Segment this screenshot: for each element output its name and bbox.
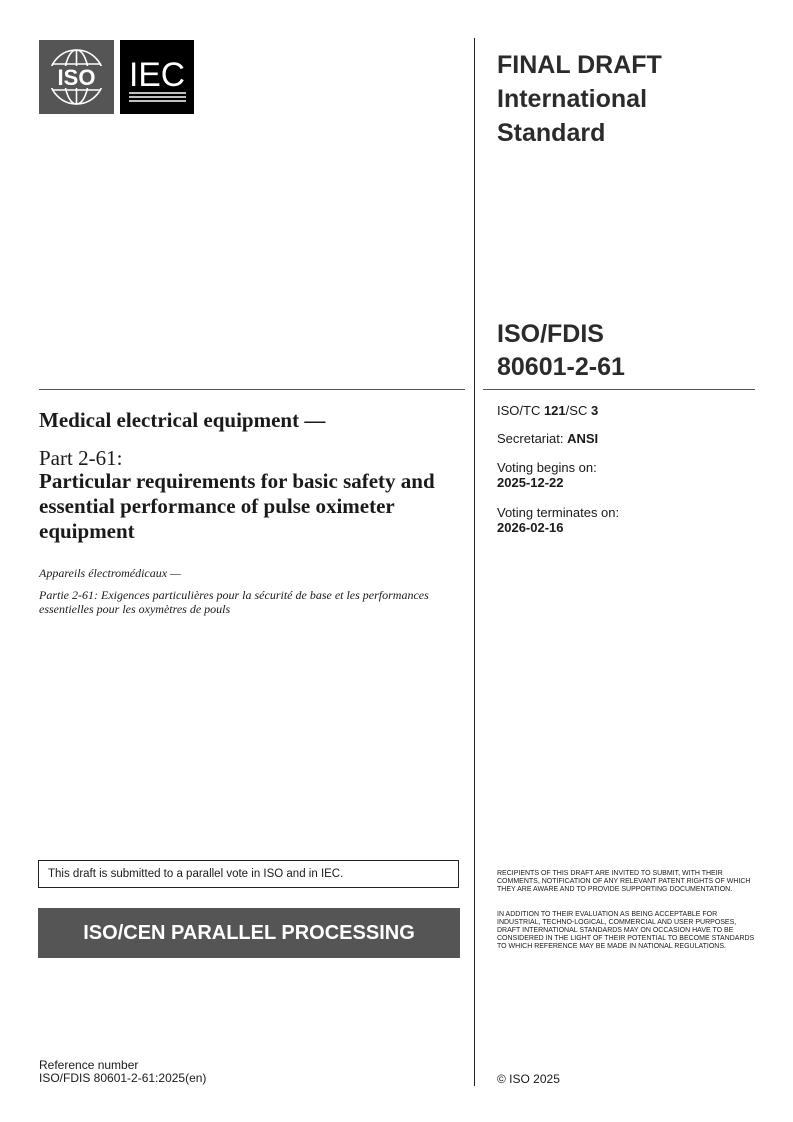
iec-logo — [120, 40, 194, 114]
document-type-line: International — [497, 85, 648, 113]
voting-begins-date: 2025-12-22 — [497, 475, 564, 490]
copyright: © ISO 2025 — [497, 1072, 560, 1086]
title-main: Medical electrical equipment — — [39, 408, 326, 432]
voting-begins-label: Voting begins on: — [497, 460, 597, 475]
recipients-notice: RECIPIENTS OF THIS DRAFT ARE INVITED TO SUBMIT, WITH THEIR COMMENTS, NOTIFICATION OF ANY RELEVANT PATENT RIGHTS OF WHICH THEY ARE AWARE AND TO PROVIDE SUPPORTING DOCUMENTATION. — [497, 870, 751, 893]
parallel-processing-banner: ISO/CEN PARALLEL PROCESSING — [38, 908, 460, 958]
column-divider — [474, 38, 475, 1086]
iso-logo — [39, 40, 114, 114]
document-type-line: Standard — [497, 119, 606, 147]
document-number-line: ISO/FDIS — [497, 320, 604, 348]
french-title-main: Appareils électromédicaux — — [39, 566, 181, 580]
iso-logo-text: ISO — [57, 65, 96, 90]
reference-number: ISO/FDIS 80601-2-61:2025(en) — [39, 1071, 207, 1085]
voting-terminates — [497, 505, 619, 535]
voting-terminates-label: Voting terminates on: — [497, 505, 620, 520]
title-part: Part 2-61: — [39, 446, 123, 470]
iec-mark-icon — [120, 40, 194, 114]
reference-label: Reference number — [39, 1058, 139, 1072]
iso-globe-icon — [39, 40, 114, 114]
iec-logo-text: IEC — [129, 56, 185, 94]
document-number-line: 80601-2-61 — [497, 353, 625, 381]
document-type-line: FINAL DRAFT — [497, 51, 662, 79]
french-title-subtitle: Partie 2-61: Exigences particulières pour la sécurité de base et les performances essentielles pour les oxymètres de pouls — [39, 588, 429, 616]
title-subtitle: Particular requirements for basic safety and essential performance of pulse oximeter equipment — [39, 469, 435, 543]
document-type — [497, 48, 757, 150]
horizontal-rule — [39, 389, 465, 390]
draft-notice-box: This draft is submitted to a parallel vote in ISO and in IEC. — [38, 860, 459, 888]
secretariat-info: Secretariat: ANSI — [497, 431, 599, 446]
voting-terminates-date: 2026-02-16 — [497, 520, 564, 535]
evaluation-notice: IN ADDITION TO THEIR EVALUATION AS BEING ACCEPTABLE FOR INDUSTRIAL, TECHNO-LOGICAL, COMMERCIAL AND USER PURPOSES, DRAFT INTERNATIONAL STANDARDS MAY ON OCCASION HAVE TO BE CONSIDERED IN THE LIGHT OF THEIR POTENTIAL TO BECOME STANDARDS TO WHICH REFERENCE MAY BE MADE IN NATIONAL REGULATIONS. — [497, 911, 755, 950]
document-number — [497, 318, 757, 384]
horizontal-rule — [483, 389, 755, 390]
committee-info: ISO/TC 121/SC 3 — [497, 403, 599, 418]
voting-begins — [497, 460, 597, 490]
